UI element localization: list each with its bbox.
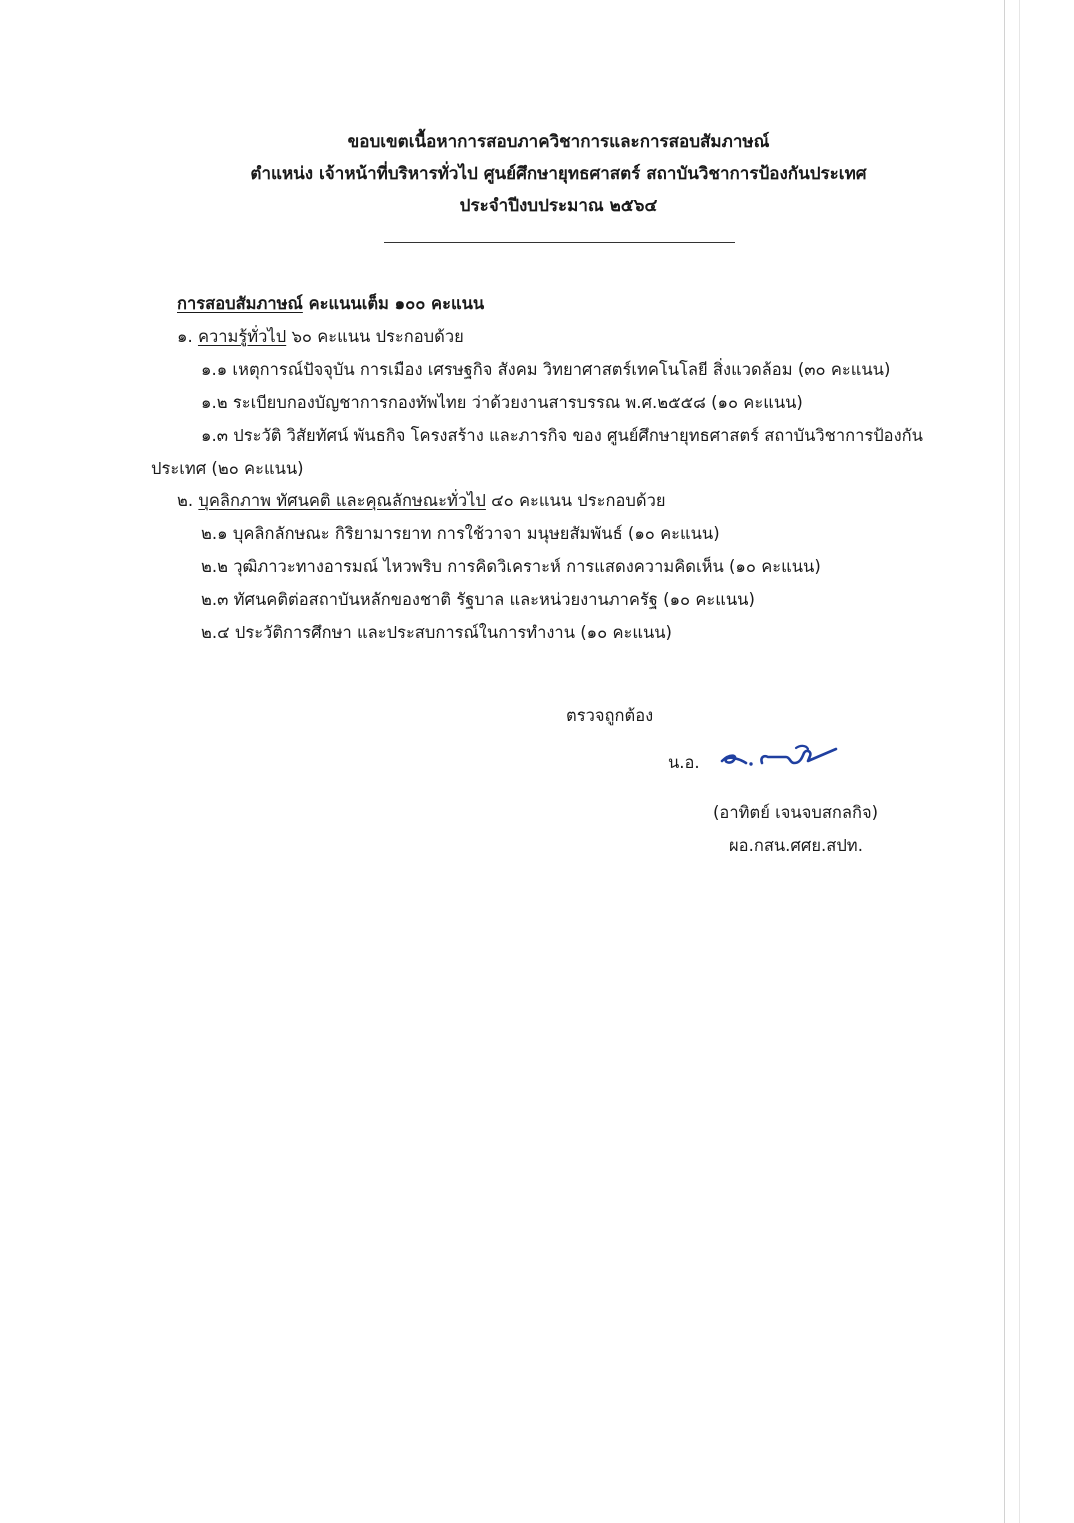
signer-name: (อาทิตย์ เจนจบสกลกิจ) <box>713 803 879 822</box>
part-1-item-continued: ประเทศ (๒๐ คะแนน) <box>151 459 304 478</box>
part-1-item: ๑.๒ ระเบียบกองบัญชาการกองทัพไทย ว่าด้วยงานสารบรรณ พ.ศ.๒๕๕๘ (๑๐ คะแนน) <box>201 393 803 412</box>
title-divider <box>384 242 735 243</box>
part-1-item: ๑.๓ ประวัติ วิสัยทัศน์ พันธกิจ โครงสร้าง และภารกิจ ของ ศูนย์ศึกษายุทธศาสตร์ สถาบันวิชาการป้องกัน <box>201 426 923 445</box>
part-1-title: ความรู้ทั่วไป <box>197 327 287 346</box>
section-heading <box>177 291 484 317</box>
part-1-item: ๑.๑ เหตุการณ์ปัจจุบัน การเมือง เศรษฐกิจ สังคม วิทยาศาสตร์เทคโนโลยี สิ่งแวดล้อม (๓๐ คะแนน) <box>201 360 891 379</box>
scan-edge-line <box>1019 0 1020 1523</box>
part-2-score: ๔๐ คะแนน ประกอบด้วย <box>491 491 666 510</box>
document-position-line: ตำแหน่ง เจ้าหน้าที่บริหารทั่วไป ศูนย์ศึกษายุทธศาสตร์ สถาบันวิชาการป้องกันประเทศ <box>250 164 867 184</box>
document-title: ขอบเขตเนื้อหาการสอบภาควิชาการและการสอบสัมภาษณ์ <box>347 132 770 152</box>
section-score: คะแนนเต็ม ๑๐๐ คะแนน <box>308 294 485 313</box>
part-1-heading <box>177 324 464 350</box>
part-2-item: ๒.๒ วุฒิภาวะทางอารมณ์ ไหวพริบ การคิดวิเคราะห์ การแสดงความคิดเห็น (๑๐ คะแนน) <box>201 557 821 576</box>
part-2-item: ๒.๓ ทัศนคติต่อสถาบันหลักของชาติ รัฐบาล และหน่วยงานภาครัฐ (๑๐ คะแนน) <box>201 590 755 609</box>
handwritten-signature <box>716 741 840 773</box>
part-2-title: บุคลิกภาพ ทัศนคติ และคุณลักษณะทั่วไป <box>198 491 486 510</box>
section-title: การสอบสัมภาษณ์ <box>177 294 303 313</box>
part-2-number: ๒. <box>177 491 194 510</box>
verified-label: ตรวจถูกต้อง <box>566 706 654 725</box>
part-2-item: ๒.๔ ประวัติการศึกษา และประสบการณ์ในการทำงาน (๑๐ คะแนน) <box>201 623 672 642</box>
part-2-heading <box>177 488 666 514</box>
part-1-number: ๑. <box>177 327 193 346</box>
part-2-item: ๒.๑ บุคลิกลักษณะ กิริยามารยาท การใช้วาจา มนุษยสัมพันธ์ (๑๐ คะแนน) <box>201 524 720 543</box>
document-fiscal-year: ประจำปีงบประมาณ ๒๕๖๔ <box>459 196 658 216</box>
part-1-score: ๖๐ คะแนน ประกอบด้วย <box>291 327 464 346</box>
signer-rank: น.อ. <box>668 753 700 772</box>
signer-position: ผอ.กสน.ศศย.สปท. <box>729 836 863 855</box>
scan-edge-line <box>1004 0 1005 1523</box>
